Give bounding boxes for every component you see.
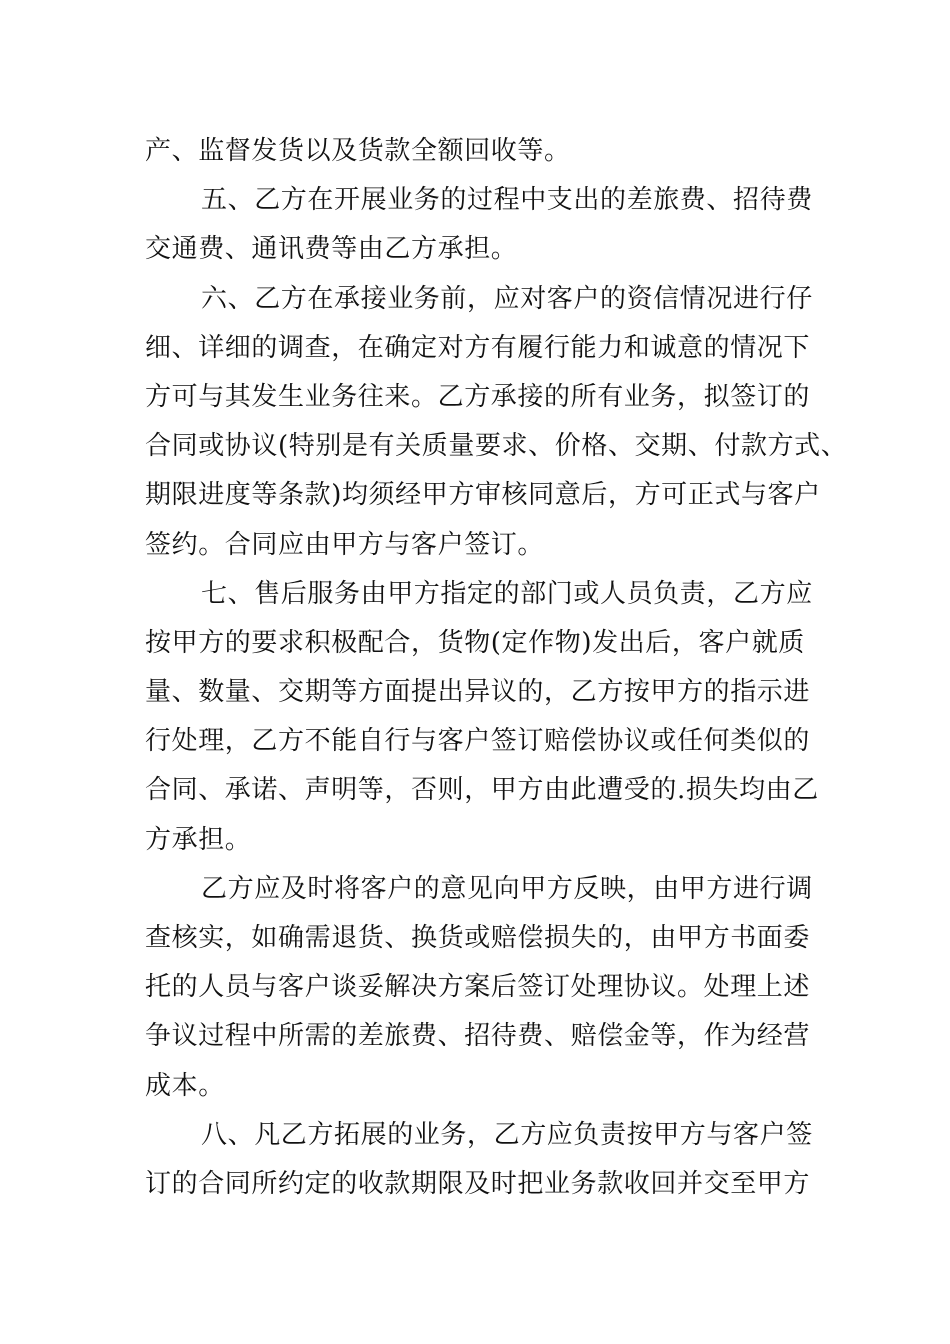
clause-6-line: 六、乙方在承接业务前，应对客户的资信情况进行仔: [201, 283, 813, 314]
text-line: 合同或协议(特别是有关质量要求、价格、交期、付款方式、: [145, 431, 848, 462]
text-line: 方可与其发生业务往来。乙方承接的所有业务，拟签订的: [145, 381, 811, 412]
clause-8-line: 八、凡乙方拓展的业务，乙方应负责按甲方与客户签: [201, 1119, 813, 1150]
text-line: 托的人员与客户谈妥解决方案后签订处理协议。处理上述: [145, 972, 811, 1003]
text-line: 交通费、通讯费等由乙方承担。: [145, 234, 518, 265]
text-line: 查核实，如确需退货、换货或赔偿损失的，由甲方书面委: [145, 923, 811, 953]
text-line: 细、详细的调查，在确定对方有履行能力和诚意的情况下: [145, 332, 811, 363]
paragraph-start-line: 乙方应及时将客户的意见向甲方反映，由甲方进行调: [201, 873, 813, 904]
text-line: 量、数量、交期等方面提出异议的，乙方按甲方的指示进: [145, 677, 811, 708]
text-line: 签约。合同应由甲方与客户签订。: [145, 529, 545, 560]
contract-body-text: [145, 127, 848, 1209]
clause-5-line: 五、乙方在开展业务的过程中支出的差旅费、招待费: [201, 185, 813, 216]
text-line: 方承担。: [145, 824, 252, 855]
text-line: 产、监督发货以及货款全额回收等。: [145, 136, 571, 166]
text-line: 按甲方的要求积极配合，货物(定作物)发出后，客户就质: [145, 627, 805, 658]
text-line: 合同、承诺、声明等，否则，甲方由此遭受的.损失均由乙: [145, 775, 819, 806]
text-line: 行处理，乙方不能自行与客户签订赔偿协议或任何类似的: [145, 726, 811, 757]
text-line: 期限进度等条款)均须经甲方审核同意后，方可正式与客户: [145, 480, 821, 511]
text-line: 订的合同所约定的收款期限及时把业务款收回并交至甲方: [145, 1168, 811, 1199]
text-line: 争议过程中所需的差旅费、招待费、赔偿金等，作为经营: [145, 1021, 811, 1052]
text-line: 成本。: [145, 1070, 225, 1101]
clause-7-line: 七、售后服务由甲方指定的部门或人员负责，乙方应: [201, 578, 813, 609]
